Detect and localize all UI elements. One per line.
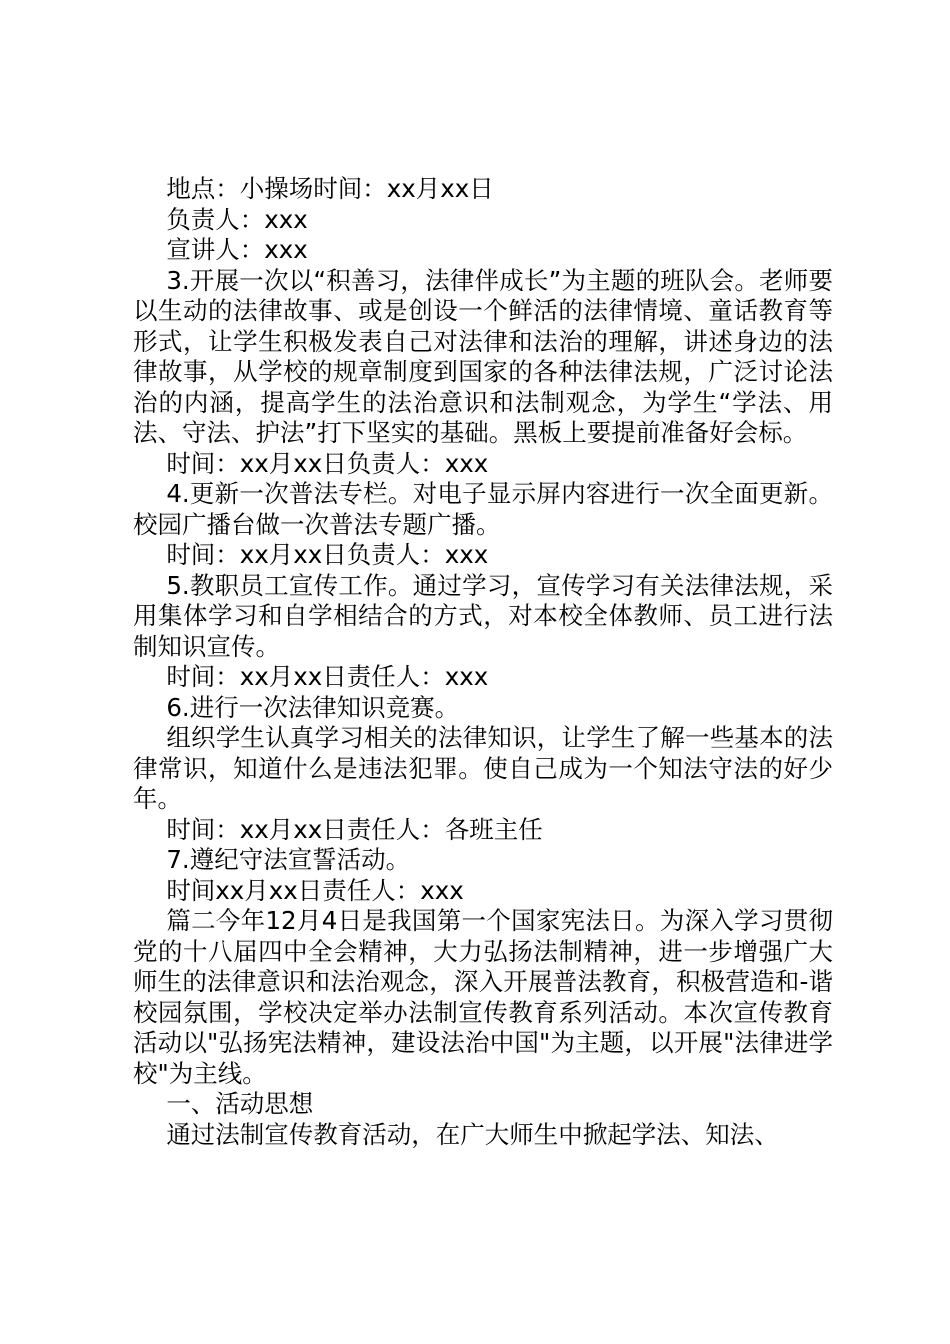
section-heading: 一、活动思想 <box>166 1089 314 1118</box>
location-time-line: 地点：小操场时间：xx月xx日 <box>166 174 494 203</box>
item-7-heading: 7.遵纪守法宣誓活动。 <box>166 845 411 874</box>
responsible-person-line: 负责人：xxx <box>166 204 308 234</box>
item-6-paragraph: 组织学生认真学习相关的法律知识，让学生了解一些基本的法律常识，知道什么是违法犯罪。使自己成为一个知法守法的好少年。 <box>133 723 833 813</box>
item-4-time-line: 时间：xx月xx日负责人：xxx <box>166 540 489 569</box>
speaker-line: 宣讲人：xxx <box>166 235 308 264</box>
item-4-paragraph: 4.更新一次普法专栏。对电子显示屏内容进行一次全面更新。校园广播台做一次普法专题广播。 <box>133 479 833 539</box>
item-3-time-line: 时间：xx月xx日负责人：xxx <box>166 448 489 478</box>
item-6-heading: 6.进行一次法律知识竞赛。 <box>166 692 460 722</box>
item-7-time-line: 时间xx月xx日责任人：xxx <box>166 875 464 905</box>
item-3-paragraph: 3.开展一次以“积善习，法律伴成长”为主题的班队会。老师要以生动的法律故事、或是创设一个鲜活的法律情境、童话教育等形式，让学生积极发表自己对法律和法治的理解，讲述身边的法律故事，从学校的规章制度到国家的各种法律法规，广泛讨论法治的内涵，提高学生的法治意识和法制观念，为学生“学法、用法、守法、护法”打下坚实的基础。黑板上要提前准备好会标。 <box>133 265 833 447</box>
item-5-time-line: 时间：xx月xx日责任人：xxx <box>166 662 489 691</box>
item-5-paragraph: 5.教职员工宣传工作。通过学习，宣传学习有关法律法规，采用集体学习和自学相结合的方式，对本校全体教师、员工进行法制知识宣传。 <box>133 570 833 661</box>
document-page <box>133 174 833 1150</box>
section-paragraph: 通过法制宣传教育活动，在广大师生中掀起学法、知法、 <box>166 1119 779 1149</box>
part-two-paragraph: 篇二今年12月4日是我国第一个国家宪法日。为深入学习贯彻党的十八届四中全会精神，大力弘扬法制精神，进一步增强广大师生的法律意识和法治观念，深入开展普法教育，积极营造和-谐校园氛围，学校决定举办法制宣传教育系列活动。本次宣传教育活动以"弘扬宪法精神，建设法治中国"为主题，以开展"法律进学校"为主线。 <box>133 906 833 1088</box>
item-6-time-line: 时间：xx月xx日责任人：各班主任 <box>166 814 543 844</box>
